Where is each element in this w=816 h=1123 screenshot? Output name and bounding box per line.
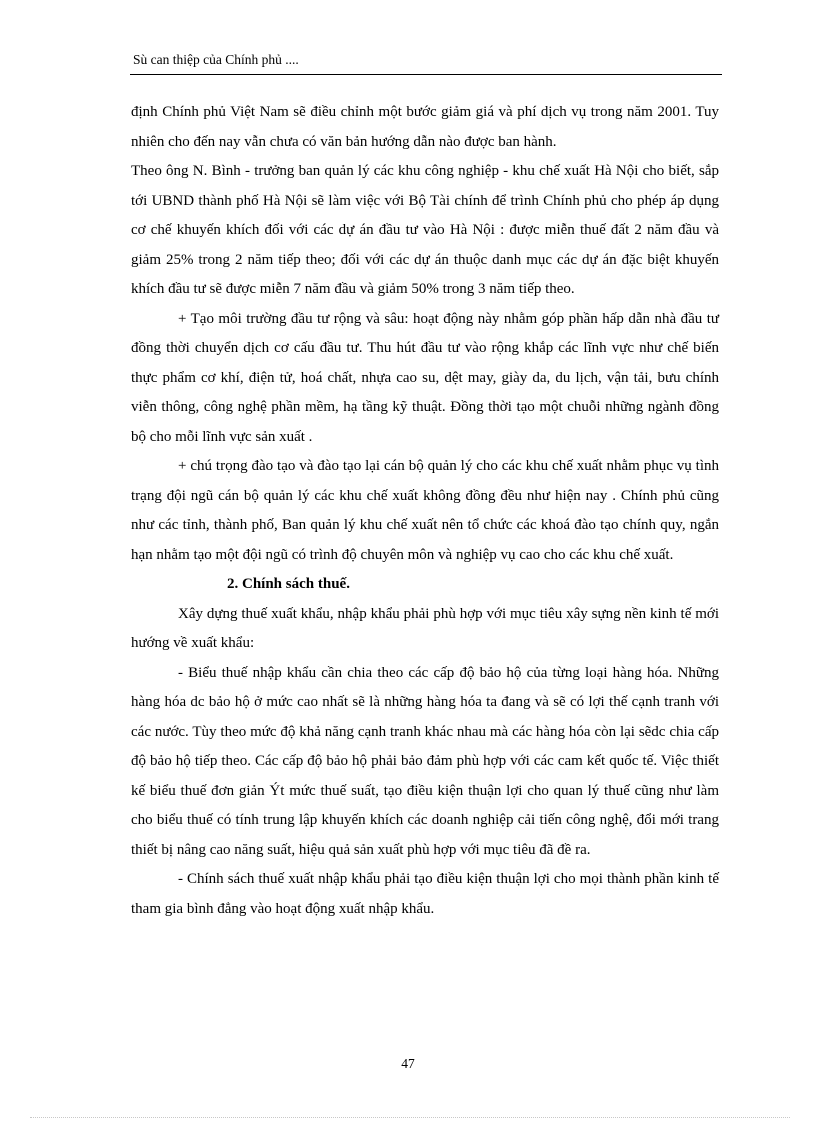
running-header: Sù can thiệp của Chính phủ .... <box>133 52 299 67</box>
page-body <box>131 98 719 924</box>
paragraph-ha-noi-incentives: Theo ông N. Bình - trưởng ban quản lý các khu công nghiệp - khu chế xuất Hà Nội cho biết, sắp tới UBND thành phố Hà Nội sẽ làm việc với Bộ Tài chính để trình Chính phủ cho phép áp dụng cơ chế khuyến khích đối với các dự án đầu tư vào Hà Nội : được miễn thuế đất 2 năm đầu và giảm 25% trong 2 năm tiếp theo; đối với các dự án thuộc danh mục các dự án đặc biệt khuyến khích đầu tư sẽ được miễn 7 năm đầu và giảm 50% trong 3 năm tiếp theo. <box>131 163 719 297</box>
paragraph-export-import-policy: - Chính sách thuế xuất nhập khẩu phải tạo điều kiện thuận lợi cho mọi thành phần kinh tế tham gia bình đẳng vào hoạt động xuất nhập khẩu. <box>131 871 719 917</box>
paragraph-management-training: + chú trọng đào tạo và đào tạo lại cán bộ quản lý cho các khu chế xuất nhằm phục vụ tình trạng đội ngũ cán bộ quản lý các khu chế xuất không đồng đều như hiện nay . Chính phủ cũng như các tỉnh, thành phố, Ban quản lý khu chế xuất nên tổ chức các khoá đào tạo chính quy, ngắn hạn nhằm tạo một đội ngũ có trình độ chuyên môn và nghiệp vụ cao cho các khu chế xuất. <box>131 458 719 563</box>
header-divider <box>130 74 722 75</box>
page-number: 47 <box>401 1056 415 1071</box>
paragraph-investment-environment: + Tạo môi trường đầu tư rộng và sâu: hoạt động này nhằm góp phần hấp dẫn nhà đầu tư đồng thời chuyển dịch cơ cấu đầu tư. Thu hút đầu tư vào rộng khắp các lĩnh vực như chế biến thực phẩm cơ khí, điện tử, hoá chất, nhựa cao su, dệt may, giày da, du lịch, vận tải, bưu chính viễn thông, công nghệ phần mềm, hạ tầng kỹ thuật. Đồng thời tạo một chuỗi những ngành đồng bộ cho mỗi lĩnh vực sản xuất . <box>131 310 719 445</box>
paragraph-continuation: định Chính phủ Việt Nam sẽ điều chỉnh một bước giảm giá và phí dịch vụ trong năm 2001. Tuy nhiên cho đến nay vẫn chưa có văn bản hướng dẫn nào được ban hành. <box>131 104 719 150</box>
section-heading: 2. Chính sách thuế. <box>227 576 350 592</box>
paragraph-import-tariff: - Biểu thuế nhập khẩu cần chia theo các cấp độ bảo hộ của từng loại hàng hóa. Những hàng hóa dc bảo hộ ở mức cao nhất sẽ là những hàng hóa ta đang và sẽ có lợi thế cạnh tranh với các nước. Tùy theo mức độ khả năng cạnh tranh khác nhau mà các hàng hóa còn lại sẽdc chia cấp độ bảo hộ tiếp theo. Các cấp độ bảo hộ phải bảo đảm phù hợp với các cam kết quốc tế. Việc thiết kế biểu thuế đơn giản Ýt mức thuế suất, tạo điều kiện thuận lợi cho quan lý thuế cũng như làm cho biểu thuế có tính trung lập khuyến khích các doanh nghiệp cải tiến công nghệ, đổi mới trang thiết bị nâng cao năng suất, hiệu quả sản xuất phù hợp với mục tiêu đã đề ra. <box>131 664 719 858</box>
paragraph-tax-intro: Xây dựng thuế xuất khẩu, nhập khẩu phải phù hợp với mục tiêu xây sựng nền kinh tế mới hướng về xuất khẩu: <box>131 605 719 651</box>
bottom-dotted-border <box>30 1117 790 1118</box>
